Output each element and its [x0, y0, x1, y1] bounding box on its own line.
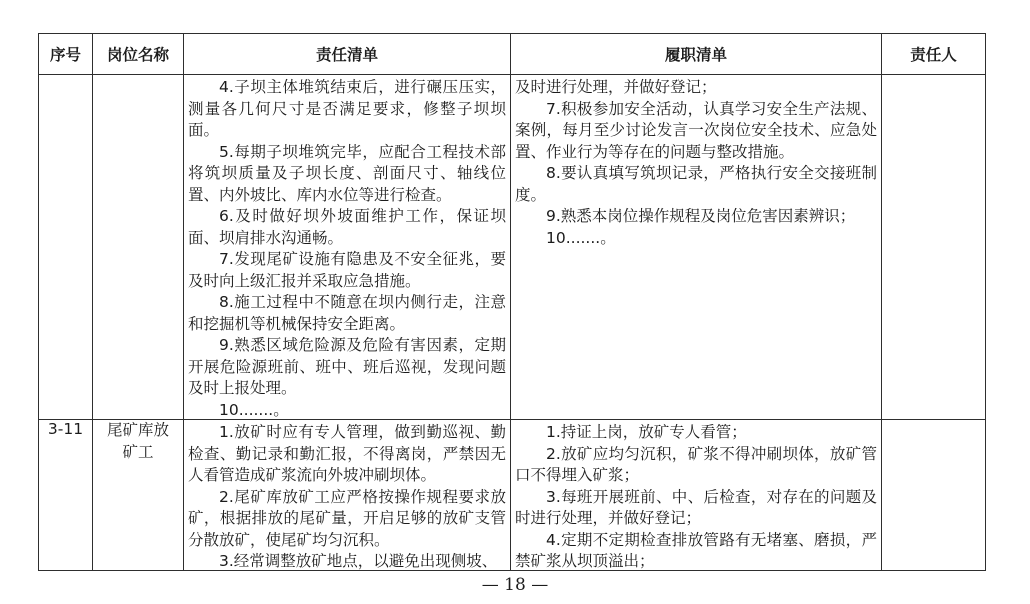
- position-cell: [93, 420, 184, 571]
- duty-text: [511, 75, 881, 419]
- list-paragraph: 10.......。: [546, 228, 616, 247]
- duty-cell: [511, 420, 882, 571]
- list-paragraph: 10.......。: [219, 400, 289, 419]
- table-row: [39, 75, 986, 420]
- list-paragraph: 5.每期子坝堆筑完毕，应配合工程技术部将筑坝质量及子坝长度、剖面尺寸、轴线位置、内外坡比、库内水位等进行检查。: [188, 142, 506, 204]
- duty-cell: [511, 75, 882, 420]
- page-number: — 18 —: [481, 575, 549, 595]
- list-paragraph: 4.定期不定期检查排放管路有无堵塞、磨损，严禁矿浆从坝顶溢出；: [515, 530, 877, 570]
- list-paragraph: 7.发现尾矿设施有隐患及不安全征兆，要及时向上级汇报并采取应急措施。: [188, 250, 506, 290]
- list-paragraph: 9.熟悉本岗位操作规程及岗位危害因素辨识；: [546, 207, 856, 225]
- list-paragraph: 3.经常调整放矿地点，以避免出现侧坡、: [219, 552, 498, 570]
- responsibility-cell: [184, 420, 511, 571]
- table-header-row: [39, 34, 986, 75]
- position-label: 尾矿库放矿工: [106, 421, 169, 461]
- list-paragraph: 2.放矿应均匀沉积，矿浆不得冲刷坝体，放矿管口不得埋入矿浆；: [515, 444, 877, 484]
- owner-cell: [882, 75, 986, 420]
- list-paragraph: 8.要认真填写筑坝记录，严格执行安全交接班制度。: [515, 164, 877, 204]
- list-paragraph: 4.子坝主体堆筑结束后，进行碾压压实，测量各几何尺寸是否满足要求，修整子坝坝面。: [188, 78, 506, 139]
- seq-cell: 3-11: [39, 420, 93, 571]
- list-paragraph: 2.尾矿库放矿工应严格按操作规程要求放矿，根据排放的尾矿量，开启足够的放矿支管分散放矿，使尾矿均匀沉积。: [188, 487, 506, 549]
- header-responsibility-list: 责任清单: [184, 34, 511, 75]
- table-row: [39, 420, 986, 571]
- seq-cell: [39, 75, 93, 420]
- header-duty-list: 履职清单: [511, 34, 882, 75]
- list-paragraph: 1.持证上岗，放矿专人看管；: [546, 423, 747, 441]
- duty-text: [511, 420, 881, 570]
- list-paragraph: 3.每班开展班前、中、后检查，对存在的问题及时进行处理，并做好登记；: [515, 487, 877, 527]
- list-paragraph: 6.及时做好坝外坡面维护工作，保证坝面、坝肩排水沟通畅。: [188, 207, 506, 247]
- header-position: 岗位名称: [93, 34, 184, 75]
- list-paragraph: 8.施工过程中不随意在坝内侧行走，注意和挖掘机等机械保持安全距离。: [188, 293, 506, 333]
- list-paragraph: 9.熟悉区域危险源及危险有害因素，定期开展危险源班前、班中、班后巡视，发现问题及时上报处理。: [188, 336, 506, 397]
- header-owner: 责任人: [882, 34, 986, 75]
- list-paragraph: 1.放矿时应有专人管理，做到勤巡视、勤检查、勤记录和勤汇报，不得离岗，严禁因无人看管造成矿浆流向外坡冲刷坝体。: [188, 423, 506, 484]
- duty-table: [38, 33, 986, 571]
- responsibility-text: [184, 420, 510, 570]
- responsibility-cell: [184, 75, 511, 420]
- owner-cell: [882, 420, 986, 571]
- position-cell: [93, 75, 184, 420]
- list-paragraph: 7.积极参加安全活动，认真学习安全生产法规、案例，每月至少讨论发言一次岗位安全技术、应急处置、作业行为等存在的问题与整改措施。: [515, 99, 877, 161]
- header-seq: 序号: [39, 34, 93, 75]
- list-paragraph: 及时进行处理，并做好登记；: [515, 78, 717, 96]
- responsibility-text: [184, 75, 510, 419]
